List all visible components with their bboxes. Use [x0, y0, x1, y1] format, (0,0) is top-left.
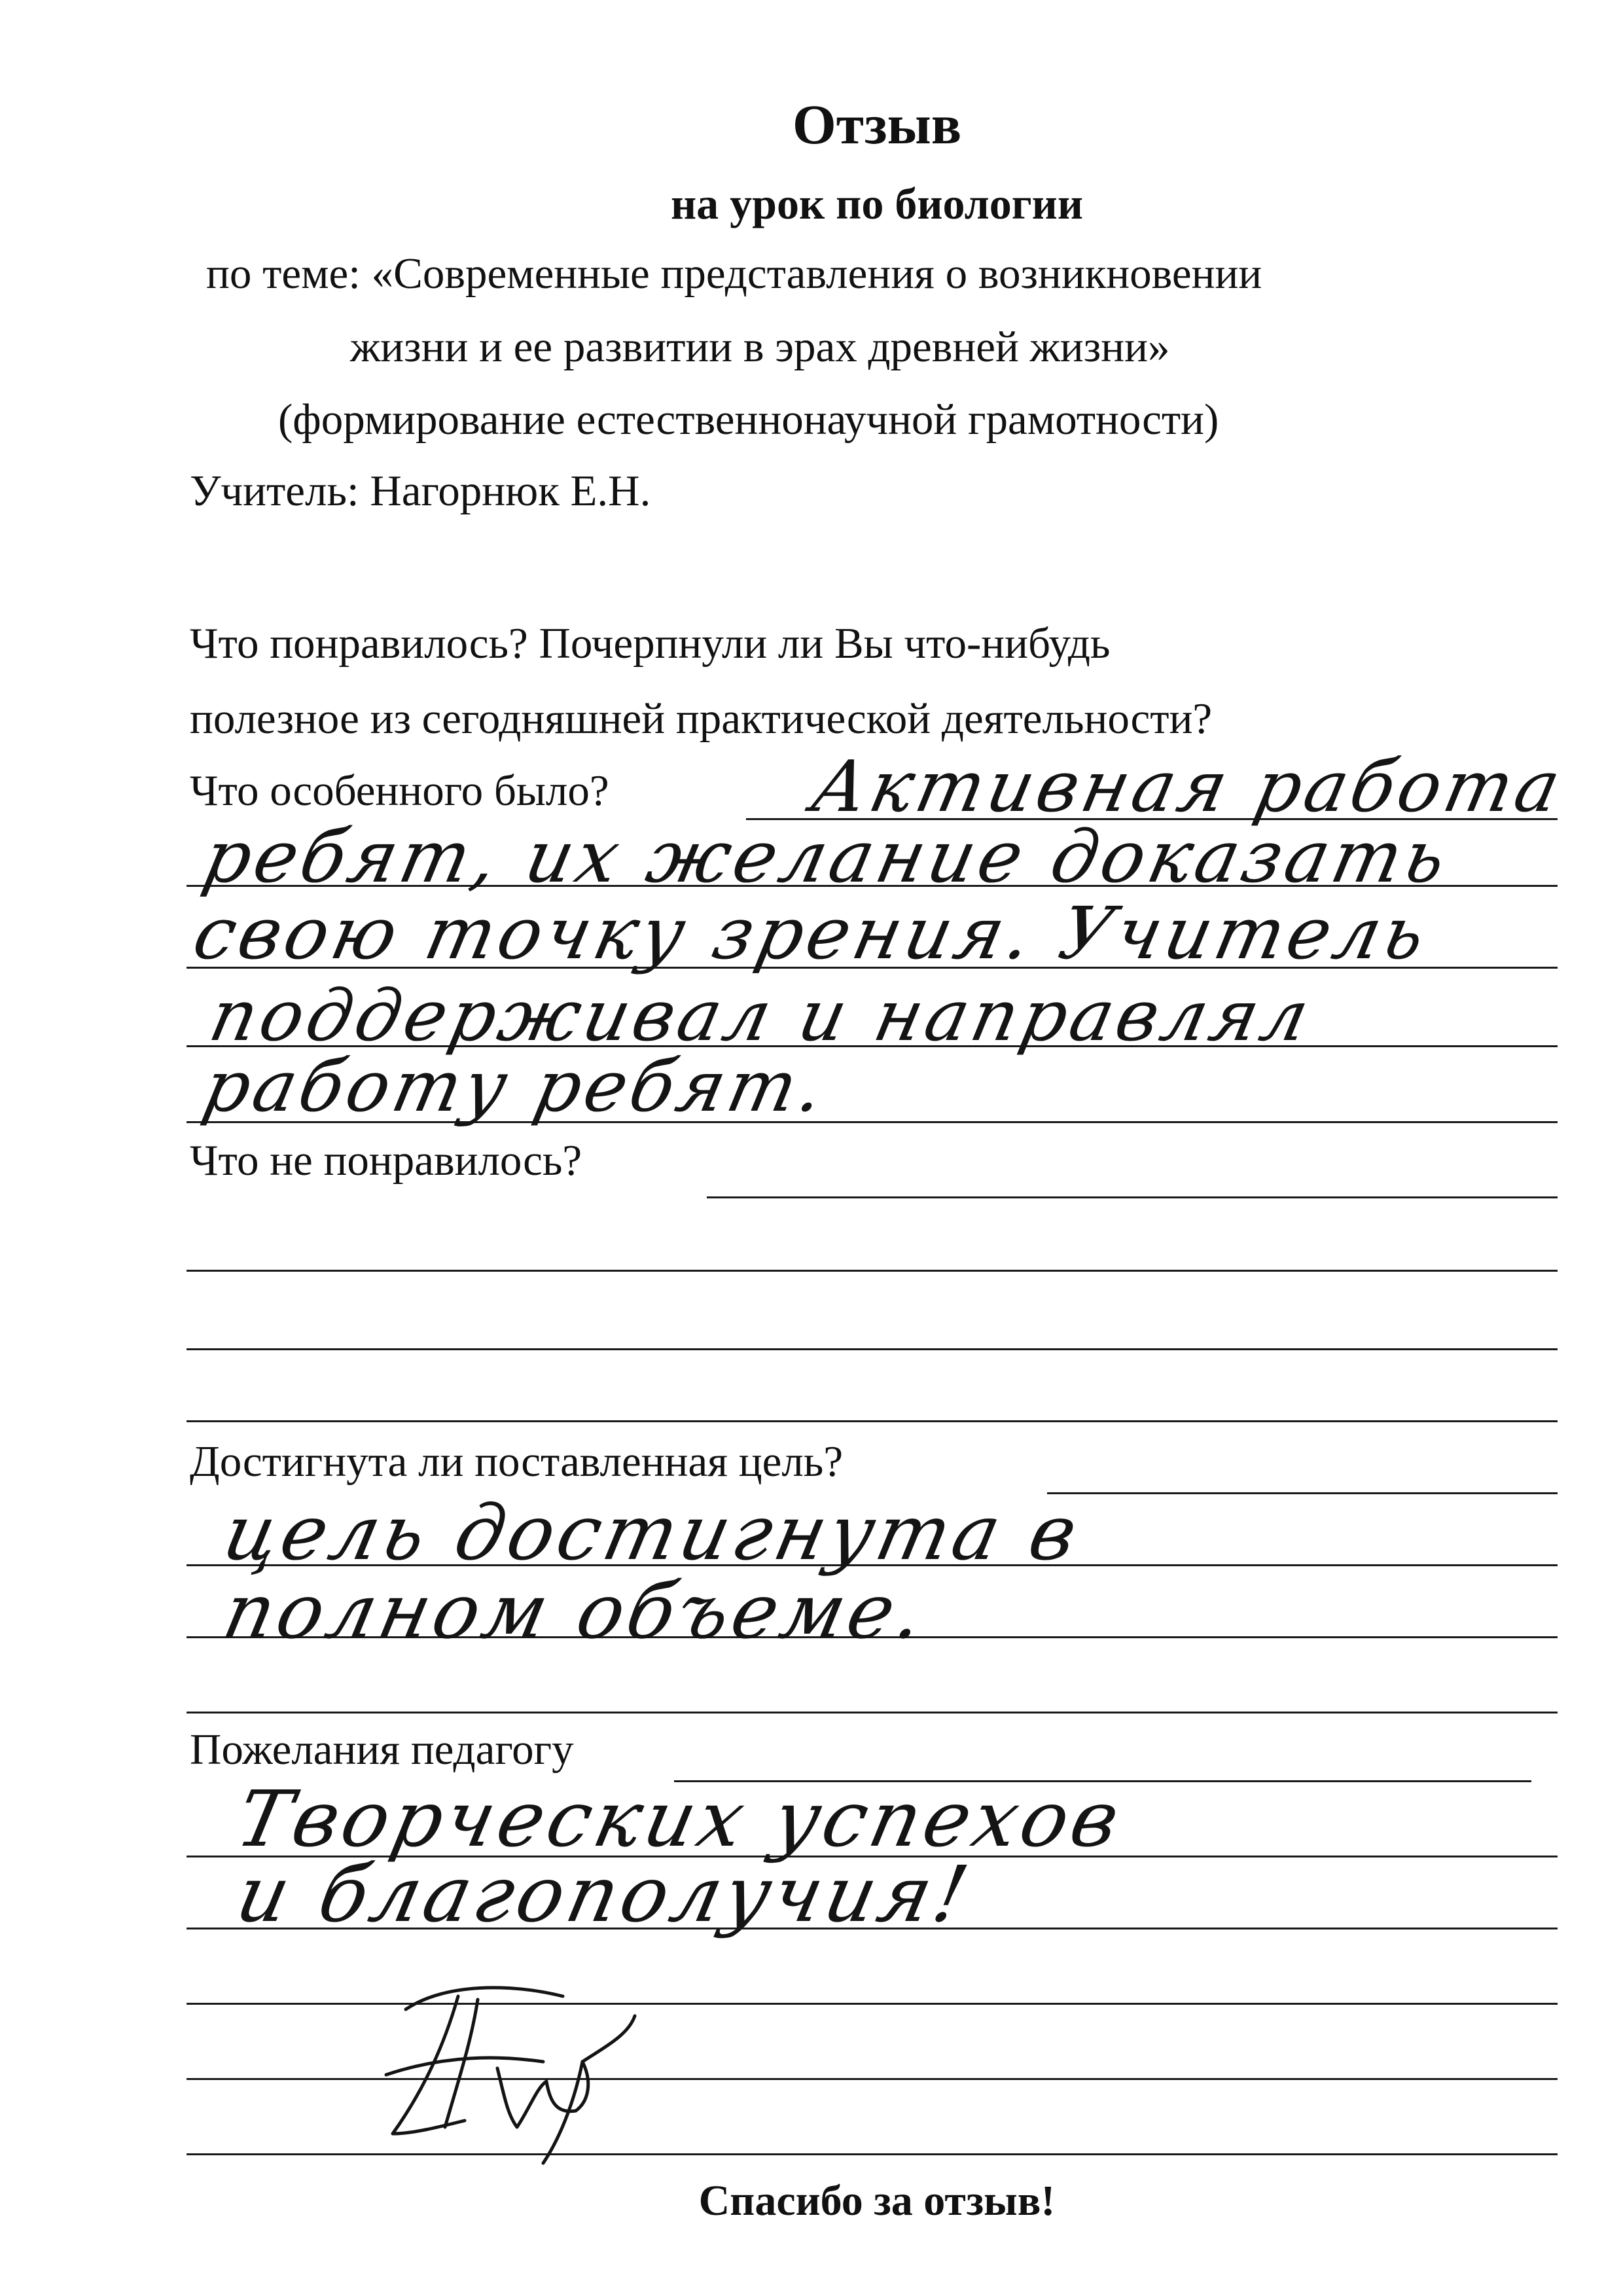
form-subtitle: на урок по биологии — [670, 179, 1084, 228]
handwritten-answer-liked-1: Активная работа — [805, 746, 1571, 828]
teacher-name: Учитель: Нагорнюк Е.Н. — [190, 467, 651, 515]
form-title: Отзыв — [792, 93, 962, 156]
question-liked-line-3: Что особенного было? — [190, 766, 609, 815]
handwritten-answer-liked-5: работу ребят. — [196, 1046, 835, 1128]
answer-line — [187, 1270, 1558, 1272]
question-disliked: Что не понравилось? — [190, 1136, 582, 1185]
question-liked-line-1: Что понравилось? Почерпнули ли Вы что-нибудь — [190, 619, 1111, 668]
handwritten-answer-wishes-1: Творческих успехов — [229, 1774, 1131, 1864]
answer-line — [707, 1196, 1558, 1198]
handwritten-signature — [366, 1970, 654, 2166]
question-liked-line-2: полезное из сегодняшней практической деятельности? — [190, 694, 1213, 743]
answer-line — [187, 1420, 1558, 1422]
handwritten-answer-liked-4: поддерживал и направлял — [203, 975, 1320, 1057]
topic-line-2: жизни и ее развитии в эрах древней жизни» — [350, 323, 1170, 371]
topic-line-3: (формирование естественнонаучной грамотности) — [278, 395, 1219, 444]
handwritten-answer-goal-1: цель достигнута в — [216, 1489, 1089, 1577]
handwritten-answer-liked-3: свою точку зрения. Учитель — [187, 891, 1436, 975]
handwritten-answer-wishes-2: и благополучия! — [229, 1849, 980, 1939]
question-wishes: Пожелания педагогу — [190, 1725, 574, 1774]
topic-line-1: по теме: «Современные представления о возникновении — [206, 249, 1262, 298]
answer-line — [187, 1348, 1558, 1350]
answer-line — [187, 1712, 1558, 1713]
footer-thanks: Спасибо за отзыв! — [698, 2177, 1056, 2225]
handwritten-answer-goal-2: полном объеме. — [216, 1568, 935, 1656]
question-goal-achieved: Достигнута ли поставленная цель? — [190, 1437, 844, 1486]
handwritten-answer-liked-2: ребят, их желание доказать — [196, 815, 1457, 899]
answer-line — [1047, 1492, 1558, 1494]
